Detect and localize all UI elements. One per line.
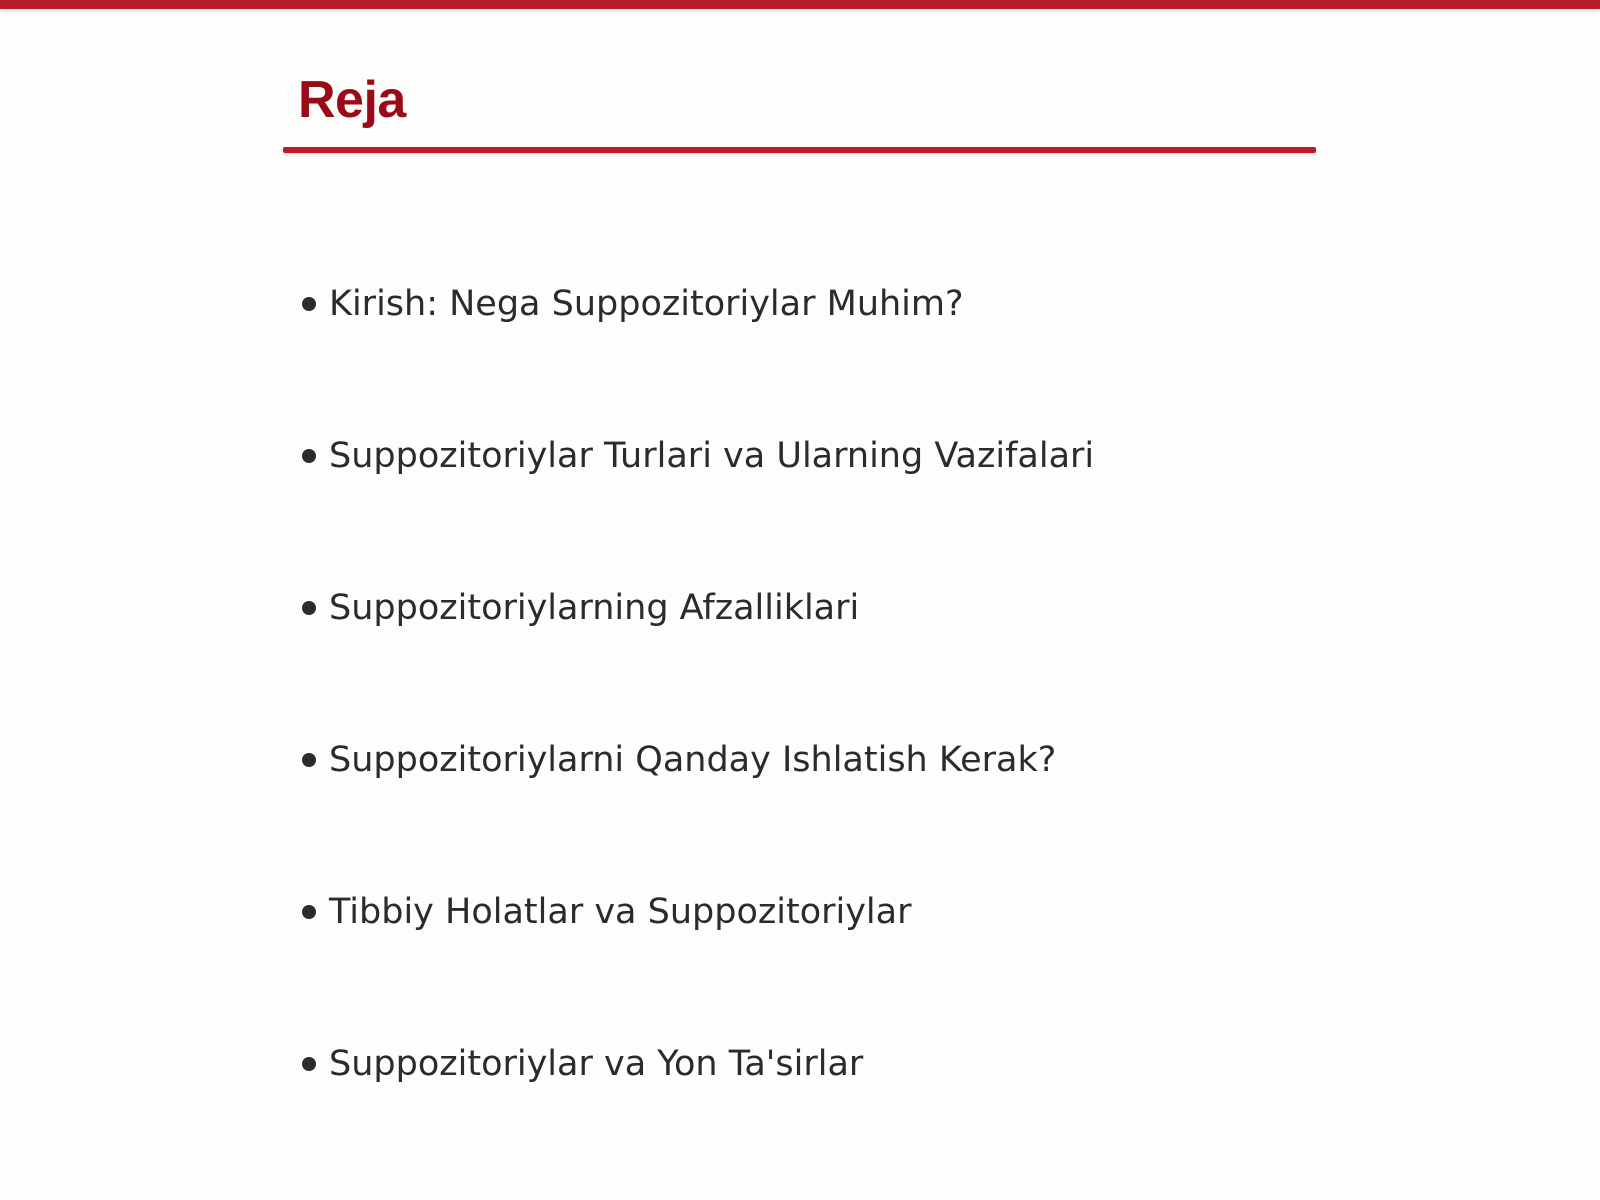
agenda-item-text: Tibbiy Holatlar va Suppozitoriylar — [329, 892, 912, 932]
slide-title: Reja — [298, 71, 406, 129]
bullet-icon — [302, 1057, 316, 1071]
agenda-item — [300, 878, 1300, 1030]
agenda-item — [300, 422, 1300, 574]
title-underline — [283, 147, 1316, 153]
agenda-item — [300, 270, 1300, 422]
agenda-item — [300, 574, 1300, 726]
agenda-item — [300, 726, 1300, 878]
bullet-icon — [302, 449, 316, 463]
bullet-icon — [302, 601, 316, 615]
agenda-item — [300, 1030, 1300, 1182]
agenda-item-text: Suppozitoriylar Turlari va Ularning Vazifalari — [329, 436, 1095, 476]
bullet-icon — [302, 297, 316, 311]
bullet-icon — [302, 753, 316, 767]
bullet-icon — [302, 905, 316, 919]
agenda-item-text: Suppozitoriylarning Afzalliklari — [329, 588, 860, 628]
agenda-item-text: Kirish: Nega Suppozitoriylar Muhim? — [329, 284, 964, 324]
agenda-item-text: Suppozitoriylarni Qanday Ishlatish Kerak? — [329, 740, 1057, 780]
agenda-list — [300, 270, 1300, 1182]
agenda-item-text: Suppozitoriylar va Yon Ta'sirlar — [329, 1044, 864, 1084]
